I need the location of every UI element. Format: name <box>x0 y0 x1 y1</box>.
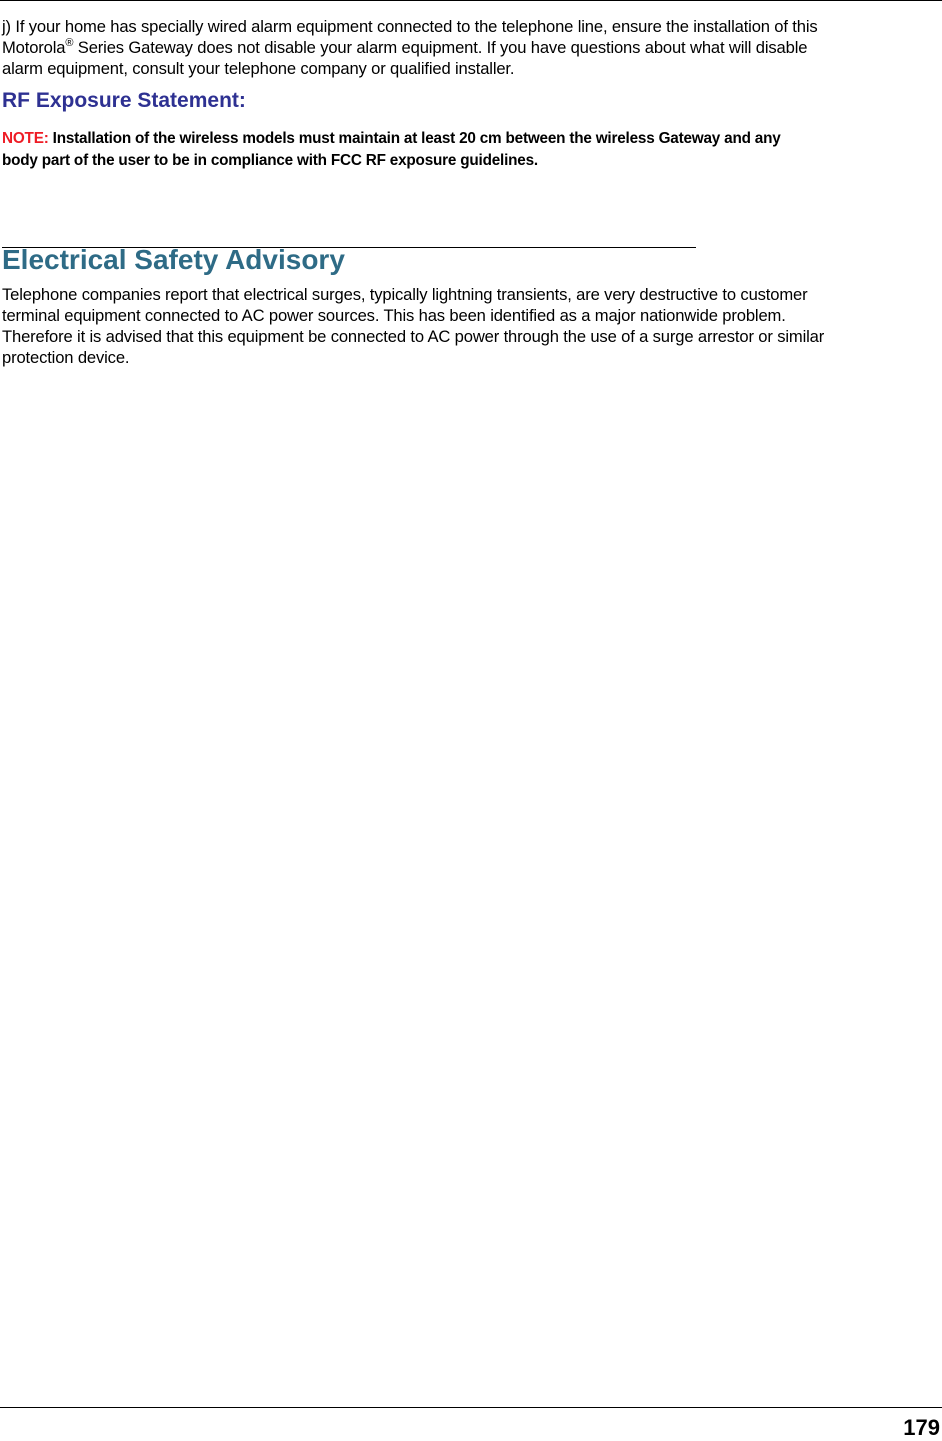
text-line: protection device. <box>2 348 130 367</box>
text-line: Telephone companies report that electrical surges, typically lightning transients, are very destructive to customer <box>2 285 808 304</box>
note-label: NOTE: <box>2 130 49 147</box>
text-line <box>2 37 818 58</box>
footer-rule <box>0 1407 942 1408</box>
text: Motorola <box>2 38 66 57</box>
rf-note <box>2 128 781 172</box>
text-line <box>2 128 781 150</box>
top-rule <box>0 0 942 1</box>
rf-exposure-heading: RF Exposure Statement: <box>2 89 246 112</box>
electrical-safety-paragraph <box>2 284 824 368</box>
text-line: alarm equipment, consult your telephone company or qualified installer. <box>2 59 515 78</box>
text: Installation of the wireless models must maintain at least 20 cm between the wireless Gateway and any <box>48 130 781 147</box>
electrical-safety-heading: Electrical Safety Advisory <box>2 244 345 275</box>
alarm-equipment-paragraph <box>2 16 818 79</box>
text-line: Therefore it is advised that this equipment be connected to AC power through the use of a surge arrestor or similar <box>2 327 825 346</box>
text-line: j) If your home has specially wired alarm equipment connected to the telephone line, ensure the installation of this <box>2 17 818 36</box>
text-line: body part of the user to be in compliance with FCC RF exposure guidelines. <box>2 152 538 169</box>
page-number: 179 <box>903 1415 940 1440</box>
registered-mark: ® <box>65 37 74 49</box>
text: Series Gateway does not disable your alarm equipment. If you have questions about what will disable <box>73 38 808 57</box>
text-line: terminal equipment connected to AC power sources. This has been identified as a major nationwide problem. <box>2 306 786 325</box>
